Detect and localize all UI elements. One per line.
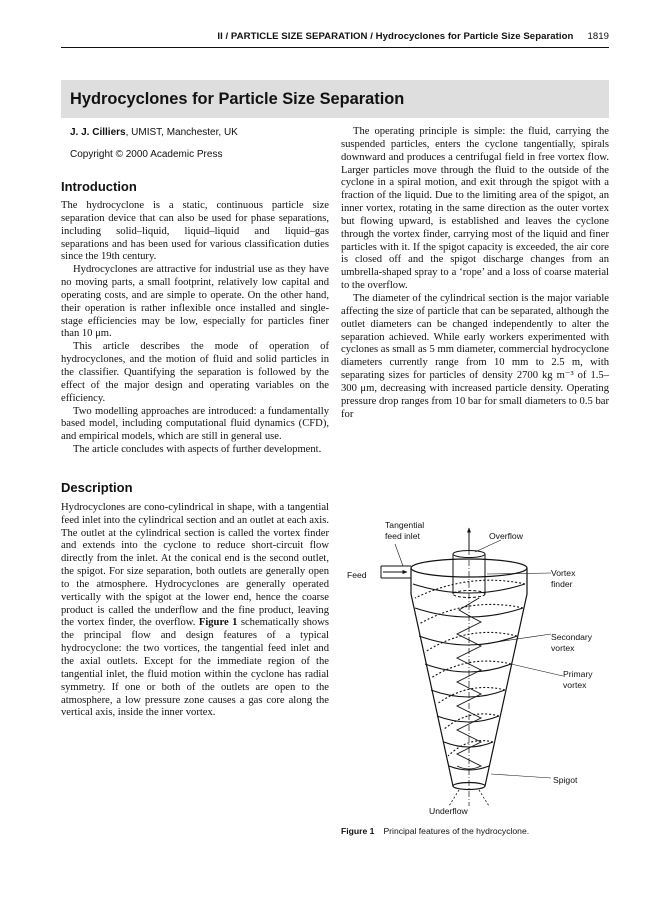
label-feed-inlet: feed inlet <box>385 531 420 541</box>
description-text-b: schematically shows the principal flow and design features of a typical hydrocyclone: the two vortices, the tangential feed inlet and the axial outlets. Except for the immediate region of the tangential inlet, the fluid motion within the cyclone has radial symmetry. If one or both of the outlets are open to the atmosphere, a low pressure zone causes a gas core along the vertical axis, inside the inner vortex. <box>61 617 329 719</box>
right-column <box>341 126 609 421</box>
copyright-line: Copyright © 2000 Academic Press <box>70 149 223 160</box>
intro-paragraph-2: Hydrocyclones are attractive for industrial use as they have no moving parts, a small footprint, relatively low capital and operating costs, and are simple to operate. On the other hand, their operation is rather inflexible once installed and single-stage efficiencies may be low, especially for particles finer than 10 μm. <box>61 264 329 340</box>
label-primary: Primary <box>563 669 593 679</box>
author-name: J. J. Cilliers <box>70 127 126 138</box>
title-bar <box>61 80 609 118</box>
label-spigot: Spigot <box>553 775 578 785</box>
label-leader-lines <box>395 540 563 778</box>
byline <box>70 126 329 140</box>
label-underflow: Underflow <box>429 806 468 816</box>
description-paragraph <box>61 502 329 720</box>
intro-paragraph-5: The article concludes with aspects of further development. <box>73 444 322 456</box>
page-number: 1819 <box>587 31 609 42</box>
label-tangential: Tangential <box>385 520 425 530</box>
label-vortex: Vortex <box>551 568 576 578</box>
label-overflow: Overflow <box>489 531 523 541</box>
cyclone-left-wall <box>411 568 453 786</box>
label-finder: finder <box>551 579 573 589</box>
figure-caption <box>341 826 609 836</box>
intro-paragraph-1: The hydrocyclone is a static, continuous particle size separation device that can also be used for phase separations, including solid–liquid, liquid–liquid and liquid–gas separations and has been used for various classification duties since the 19th century. <box>61 200 329 263</box>
label-secondary: Secondary <box>551 632 593 642</box>
intro-paragraph-4: Two modelling approaches are introduced: a fundamentally based model, including computational fluid dynamics (CFD), and empirical models, which are still in general use. <box>61 405 329 443</box>
caption-label: Figure 1 <box>341 826 375 836</box>
caption-text: Principal features of the hydrocyclone. <box>383 826 530 836</box>
hydrocyclone-diagram <box>341 516 609 816</box>
feed-inlet-shape <box>381 566 411 578</box>
label-feed: Feed <box>347 570 367 580</box>
label-primary-vortex: vortex <box>563 680 587 690</box>
description-heading: Description <box>61 479 133 495</box>
running-head-text: II / PARTICLE SIZE SEPARATION / Hydrocyclones for Particle Size Separation <box>217 31 574 42</box>
running-head <box>61 31 609 42</box>
cyclone-right-wall <box>485 568 527 786</box>
left-column <box>61 126 329 720</box>
hydrocyclone-figure <box>341 516 609 816</box>
author-affiliation: , UMIST, Manchester, UK <box>125 127 238 138</box>
introduction-heading: Introduction <box>61 179 137 194</box>
figure-reference: Figure 1 <box>198 617 238 629</box>
label-secondary-vortex: vortex <box>551 643 575 653</box>
article-title: Hydrocyclones for Particle Size Separation <box>70 90 405 108</box>
right-paragraph-1: The operating principle is simple: the fluid, carrying the suspended particles, enters the cyclone tangentially, spirals downward and produces a centrifugal field in free vortex flow. Larger particles move through the fluid to the outside of the cyclone in a spiral motion, and exit through the spigot with a fraction of the liquid. Due to the limiting area of the spigot, an inner vortex, rotating in the same direction as the outer vortex but flowing upward, is established and leaves the cyclone through the vortex finder, carrying most of the liquid and finer particles with it. If the spigot capacity is exceeded, the air core is closed off and the spigot discharge changes from an umbrella-shaped spray to a ‘rope’ and a loss of coarse material to the overflow. <box>341 126 609 292</box>
header-rule <box>61 47 609 48</box>
description-text-a: Hydrocyclones are cono-cylindrical in shape, with a tangential feed inlet into the cylindrical section and an outlet at each axis. The outlet at the cylindrical section is called the vortex finder and extends into the cyclone to reduce short-circuit flow directly from the inlet. At the conical end is the second outlet, the spigot. For size separation, both outlets are generally open to the atmosphere. Hydrocyclones are generally operated vertically with the spigot at the lower end, hence the coarse product is called the underflow and the fine product, leaving the vortex finder, the overflow. <box>61 501 329 629</box>
right-paragraph-2: The diameter of the cylindrical section is the major variable affecting the size of particle that can be separated, although the outlet diameters can be changed independently to alter the separation achieved. While early workers experimented with cyclones as small as 5 mm diameter, commercial hydrocyclone diameters currently range from 10 mm to 2.5 m, with separating sizes for particles of density 2700 kg m⁻³ of 1.5–300 μm, decreasing with increased particle density. Operating pressure drop ranges from 10 bar for small diameters to 0.5 bar for <box>341 292 609 420</box>
intro-paragraph-3: This article describes the mode of operation of hydrocyclones, and the motion of fluid and solid particles in the classifier. Quantifying the separation is followed by the effect of the major design and operating variables on the efficiency. <box>61 341 329 404</box>
